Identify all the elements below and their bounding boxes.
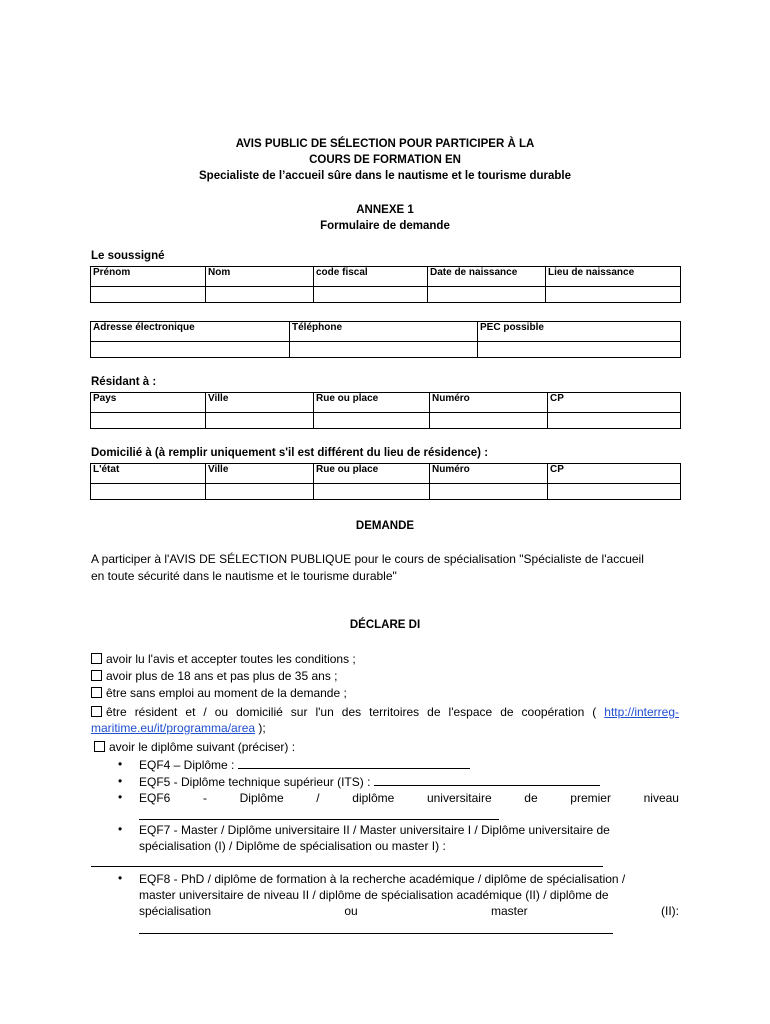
input-telephone[interactable] — [290, 342, 478, 358]
demande-line-1: A participer à l'AVIS DE SÉLECTION PUBLIQUE pour le cours de spécialisation "Spécialiste de l'accueil — [91, 552, 644, 566]
eqf6-word: - — [202, 791, 207, 805]
checkbox-2[interactable] — [91, 670, 102, 681]
checkbox-3[interactable] — [91, 687, 102, 698]
bullet-eqf8: • — [118, 871, 123, 885]
input-prenom[interactable] — [91, 287, 206, 303]
header-lieu-naissance: Lieu de naissance — [546, 267, 681, 287]
header-numero: Numéro — [430, 393, 548, 413]
input-rue-dom[interactable] — [314, 484, 430, 500]
header-numero-dom: Numéro — [430, 464, 548, 484]
area-link-part-1[interactable]: http://interreg- — [604, 705, 679, 719]
eqf8-word: master — [491, 904, 528, 918]
eqf8-word: ou — [344, 904, 358, 918]
header-date-naissance: Date de naissance — [428, 267, 546, 287]
eqf4-text: EQF4 – Diplôme : — [139, 758, 235, 772]
eqf6-word: diplôme — [352, 791, 395, 805]
eqf6-word: de — [524, 791, 538, 805]
eqf4-line — [139, 757, 679, 774]
declare-item-3 — [91, 685, 679, 702]
eqf7-blank[interactable] — [91, 866, 603, 867]
eqf7-line-1: EQF7 - Master / Diplôme universitaire II / Master universitaire I / Diplôme universitaire de — [139, 823, 610, 837]
declare-item-2-text: avoir plus de 18 ans et pas plus de 35 ans ; — [106, 669, 338, 683]
eqf6-word: premier — [570, 791, 611, 805]
eqf8-line-1: EQF8 - PhD / diplôme de formation à la recherche académique / diplôme de spécialisation / — [139, 872, 626, 886]
eqf7-line-2: spécialisation (I) / Diplôme de spécialisation ou master I) : — [139, 839, 446, 853]
resident-label: Résidant à : — [91, 376, 157, 388]
demande-heading: DEMANDE — [355, 520, 415, 532]
title-line-1: AVIS PUBLIC DE SÉLECTION POUR PARTICIPER À LA — [235, 138, 535, 150]
declare-item-5-text: avoir le diplôme suivant (préciser) : — [109, 740, 296, 754]
eqf6-word: niveau — [643, 791, 679, 805]
header-pec: PEC possible — [478, 322, 681, 342]
title-line-3: Specialiste de l’accueil sûre dans le nautisme et le tourisme durable — [199, 170, 571, 182]
eqf6-blank[interactable] — [139, 819, 499, 820]
input-numero-dom[interactable] — [430, 484, 548, 500]
bullet-eqf4: • — [118, 757, 123, 771]
eqf8-word: (II): — [660, 904, 679, 918]
input-ville[interactable] — [206, 413, 314, 429]
header-rue-dom: Rue ou place — [314, 464, 430, 484]
declare-item-4-text: être résident et / ou domicilié sur l'un des territoires de l'espace de coopération ( — [106, 705, 597, 719]
demande-line-2: en toute sécurité dans le nautisme et le tourisme durable" — [91, 569, 397, 583]
eqf5-line — [139, 774, 679, 791]
header-telephone: Téléphone — [290, 322, 478, 342]
declare-item-1 — [91, 651, 679, 668]
eqf8-line-3 — [139, 903, 679, 920]
resident-table — [90, 392, 681, 429]
eqf6-word: Diplôme — [239, 791, 284, 805]
declare-item-4 — [91, 704, 679, 721]
checkbox-1[interactable] — [91, 653, 102, 664]
eqf6-word: / — [316, 791, 320, 805]
input-lieu-naissance[interactable] — [546, 287, 681, 303]
input-ville-dom[interactable] — [206, 484, 314, 500]
eqf5-blank[interactable] — [374, 775, 600, 786]
header-cp: CP — [548, 393, 681, 413]
header-email: Adresse électronique — [91, 322, 290, 342]
input-email[interactable] — [91, 342, 290, 358]
input-pec[interactable] — [478, 342, 681, 358]
input-nom[interactable] — [206, 287, 314, 303]
bullet-eqf7: • — [118, 822, 123, 836]
eqf8-word: spécialisation — [139, 904, 212, 918]
input-code-fiscal[interactable] — [314, 287, 428, 303]
domicile-table — [90, 463, 681, 500]
declare-item-5 — [94, 739, 682, 756]
eqf5-text: EQF5 - Diplôme technique supérieur (ITS) : — [139, 775, 371, 789]
title-line-2: COURS DE FORMATION EN — [309, 154, 461, 166]
bullet-eqf5: • — [118, 774, 123, 788]
header-pays: Pays — [91, 393, 206, 413]
annex-label: ANNEXE 1 — [356, 204, 414, 216]
header-cp-dom: CP — [548, 464, 681, 484]
checkbox-4[interactable] — [91, 706, 102, 717]
header-code-fiscal: code fiscal — [314, 267, 428, 287]
declare-item-4-cont — [91, 720, 679, 737]
area-link-part-2[interactable]: maritime.eu/it/programma/area — [91, 721, 256, 735]
bullet-eqf6: • — [118, 790, 123, 804]
domicile-label: Domicilié à (à remplir uniquement s'il est différent du lieu de résidence) : — [91, 447, 489, 459]
eqf4-blank[interactable] — [238, 758, 470, 769]
declare-item-4-end: ); — [258, 721, 266, 735]
input-rue[interactable] — [314, 413, 430, 429]
declare-item-1-text: avoir lu l'avis et accepter toutes les conditions ; — [106, 652, 356, 666]
header-prenom: Prénom — [91, 267, 206, 287]
declare-heading: DÉCLARE DI — [349, 619, 421, 631]
declare-item-2 — [91, 668, 679, 685]
header-etat: L'état — [91, 464, 206, 484]
header-ville: Ville — [206, 393, 314, 413]
input-pays[interactable] — [91, 413, 206, 429]
input-date-naissance[interactable] — [428, 287, 546, 303]
input-etat[interactable] — [91, 484, 206, 500]
eqf6-word: EQF6 — [139, 791, 171, 805]
eqf8-blank[interactable] — [139, 933, 613, 934]
soussigne-label: Le soussigné — [91, 250, 165, 262]
input-numero[interactable] — [430, 413, 548, 429]
soussigne-table — [90, 266, 681, 303]
form-title: Formulaire de demande — [320, 220, 450, 232]
header-ville-dom: Ville — [206, 464, 314, 484]
header-nom: Nom — [206, 267, 314, 287]
input-cp-dom[interactable] — [548, 484, 681, 500]
eqf8-line-2: master universitaire de niveau II / diplôme de spécialisation académique (II) / diplôme de — [139, 888, 609, 902]
eqf6-word: universitaire — [426, 791, 492, 805]
declare-item-3-text: être sans emploi au moment de la demande ; — [106, 686, 347, 700]
contact-table — [90, 321, 681, 358]
header-rue: Rue ou place — [314, 393, 430, 413]
input-cp[interactable] — [548, 413, 681, 429]
checkbox-5[interactable] — [94, 741, 105, 752]
eqf6-line — [139, 790, 679, 807]
